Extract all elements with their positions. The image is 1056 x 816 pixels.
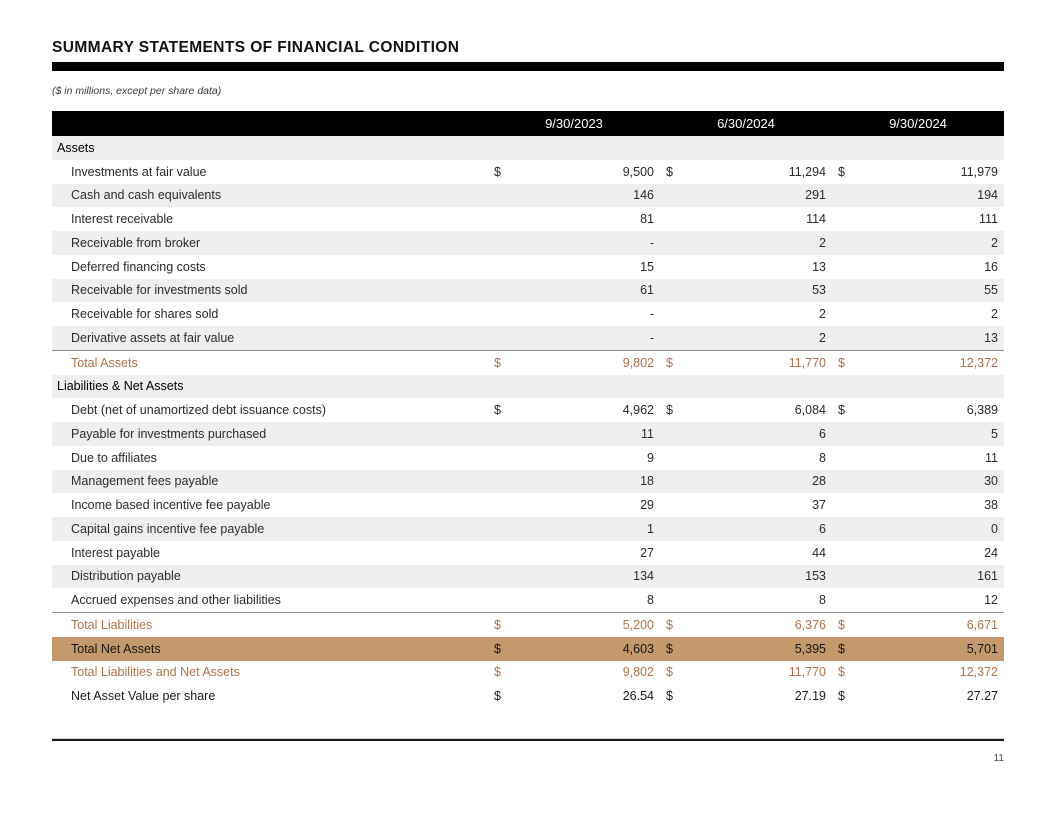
table-body: [52, 136, 1004, 708]
units-note: ($ in millions, except per share data): [52, 85, 222, 97]
table-row: [52, 565, 1004, 589]
value-cell: -: [649, 235, 654, 250]
column-header-period-2: 6/30/2024: [717, 116, 775, 131]
row-label: Due to affiliates: [71, 450, 157, 465]
value-cell: 9,500: [622, 164, 654, 179]
row-label: Receivable for shares sold: [71, 307, 219, 322]
value-cell: 6,376: [794, 617, 826, 632]
row-label: Management fees payable: [71, 474, 219, 489]
value-cell: 134: [633, 569, 654, 584]
value-cell: 61: [640, 283, 654, 298]
dollar-sign: $: [838, 665, 845, 680]
value-cell: 12: [984, 593, 998, 608]
dollar-sign: $: [494, 164, 501, 179]
table-header-row: [52, 111, 1004, 136]
value-cell: 194: [977, 188, 998, 203]
row-label: Distribution payable: [71, 569, 181, 584]
dollar-sign: $: [838, 617, 845, 632]
value-cell: 2: [991, 307, 998, 322]
row-label: Investments at fair value: [71, 164, 207, 179]
value-cell: 28: [812, 474, 826, 489]
value-cell: 9: [647, 450, 654, 465]
page-title: SUMMARY STATEMENTS OF FINANCIAL CONDITION: [52, 39, 460, 56]
row-label: Derivative assets at fair value: [71, 330, 235, 345]
value-cell: 81: [640, 212, 654, 227]
row-label: Income based incentive fee payable: [71, 498, 271, 513]
table-row: [52, 470, 1004, 494]
value-cell: 5: [991, 426, 998, 441]
value-cell: 8: [819, 593, 826, 608]
value-cell: 8: [647, 593, 654, 608]
value-cell: 27.19: [794, 689, 826, 704]
row-label: Total Liabilities: [71, 617, 153, 632]
dollar-sign: $: [838, 403, 845, 418]
value-cell: 29: [640, 498, 654, 513]
section-header-row: [52, 375, 1004, 399]
table-row: [52, 541, 1004, 565]
value-cell: 6: [819, 426, 826, 441]
page-number: 11: [993, 753, 1004, 764]
row-label: Total Liabilities and Net Assets: [71, 665, 240, 680]
dollar-sign: $: [666, 355, 673, 370]
value-cell: 15: [640, 259, 654, 274]
value-cell: 13: [812, 259, 826, 274]
section-header-row: [52, 136, 1004, 160]
value-cell: 5,395: [794, 641, 826, 656]
value-cell: 18: [640, 474, 654, 489]
row-label: Liabilities & Net Assets: [57, 379, 184, 394]
dollar-sign: $: [838, 355, 845, 370]
value-cell: 38: [984, 498, 998, 513]
row-label: Deferred financing costs: [71, 259, 206, 274]
value-cell: 24: [984, 545, 998, 560]
table-row: [52, 160, 1004, 184]
value-cell: 2: [819, 235, 826, 250]
value-cell: 5,701: [966, 641, 998, 656]
row-label: Interest receivable: [71, 212, 174, 227]
dollar-sign: $: [494, 403, 501, 418]
dollar-sign: $: [666, 665, 673, 680]
value-cell: 12,372: [959, 355, 998, 370]
value-cell: 161: [977, 569, 998, 584]
table-row: [52, 207, 1004, 231]
value-cell: 44: [812, 545, 826, 560]
table-row: [52, 684, 1004, 708]
title-underline-bar: [52, 62, 1004, 71]
dollar-sign: $: [494, 617, 501, 632]
value-cell: 2: [991, 235, 998, 250]
value-cell: 11,770: [788, 355, 826, 370]
row-label: Net Asset Value per share: [71, 689, 216, 704]
table-row: [52, 326, 1004, 350]
dollar-sign: $: [666, 689, 673, 704]
value-cell: 11: [985, 450, 998, 465]
row-label: Receivable from broker: [71, 235, 201, 250]
table-row: [52, 302, 1004, 326]
table-row: [52, 279, 1004, 303]
row-label: Total Net Assets: [71, 641, 161, 656]
value-cell: 16: [984, 259, 998, 274]
value-cell: 114: [806, 212, 826, 227]
row-label: Cash and cash equivalents: [71, 188, 222, 203]
value-cell: 27: [640, 545, 654, 560]
dollar-sign: $: [666, 164, 673, 179]
dollar-sign: $: [494, 665, 501, 680]
value-cell: 12,372: [959, 665, 998, 680]
footer-divider: [52, 738, 1004, 741]
value-cell: 8: [819, 450, 826, 465]
value-cell: 111: [978, 212, 998, 227]
value-cell: 6,084: [794, 403, 826, 418]
value-cell: 37: [812, 498, 826, 513]
value-cell: 1: [647, 521, 654, 536]
value-cell: -: [649, 330, 654, 345]
dollar-sign: $: [838, 689, 845, 704]
row-label: Receivable for investments sold: [71, 283, 248, 298]
row-label: Payable for investments purchased: [71, 426, 267, 441]
table-row: [52, 255, 1004, 279]
dollar-sign: $: [838, 641, 845, 656]
table-row: [52, 446, 1004, 470]
value-cell: 5,200: [622, 617, 654, 632]
dollar-sign: $: [494, 641, 501, 656]
value-cell: -: [649, 307, 654, 322]
value-cell: 11,770: [788, 665, 826, 680]
row-label: Total Assets: [71, 355, 138, 370]
value-cell: 2: [819, 330, 826, 345]
dollar-sign: $: [666, 617, 673, 632]
value-cell: 13: [984, 330, 998, 345]
table-row: [52, 231, 1004, 255]
row-label: Accrued expenses and other liabilities: [71, 593, 281, 608]
column-header-period-3: 9/30/2024: [889, 116, 947, 131]
value-cell: 11,294: [788, 164, 826, 179]
value-cell: 55: [984, 283, 998, 298]
table-row: [52, 517, 1004, 541]
row-label: Assets: [57, 140, 95, 155]
dollar-sign: $: [838, 164, 845, 179]
table-row: [52, 588, 1004, 612]
row-label: Debt (net of unamortized debt issuance costs): [71, 403, 326, 418]
value-cell: 9,802: [622, 665, 654, 680]
column-header-period-1: 9/30/2023: [545, 116, 603, 131]
value-cell: 0: [991, 521, 998, 536]
row-label: Interest payable: [71, 545, 160, 560]
value-cell: 6,671: [966, 617, 998, 632]
value-cell: 30: [984, 474, 998, 489]
value-cell: 291: [805, 188, 826, 203]
value-cell: 4,603: [622, 641, 654, 656]
table-row: [52, 661, 1004, 685]
value-cell: 53: [812, 283, 826, 298]
value-cell: 27.27: [966, 689, 998, 704]
table-row: [52, 350, 1004, 375]
value-cell: 11: [641, 426, 654, 441]
table-row: [52, 637, 1004, 661]
dollar-sign: $: [494, 355, 501, 370]
value-cell: 153: [805, 569, 826, 584]
table-row: [52, 422, 1004, 446]
value-cell: 4,962: [622, 403, 654, 418]
dollar-sign: $: [666, 641, 673, 656]
value-cell: 2: [819, 307, 826, 322]
value-cell: 11,979: [960, 164, 998, 179]
value-cell: 9,802: [622, 355, 654, 370]
value-cell: 6: [819, 521, 826, 536]
table-row: [52, 184, 1004, 208]
value-cell: 6,389: [966, 403, 998, 418]
financial-condition-table: [52, 111, 1004, 708]
row-label: Capital gains incentive fee payable: [71, 521, 265, 536]
table-row: [52, 398, 1004, 422]
table-row: [52, 493, 1004, 517]
table-row: [52, 612, 1004, 637]
dollar-sign: $: [666, 403, 673, 418]
value-cell: 26.54: [622, 689, 654, 704]
dollar-sign: $: [494, 689, 501, 704]
value-cell: 146: [633, 188, 654, 203]
